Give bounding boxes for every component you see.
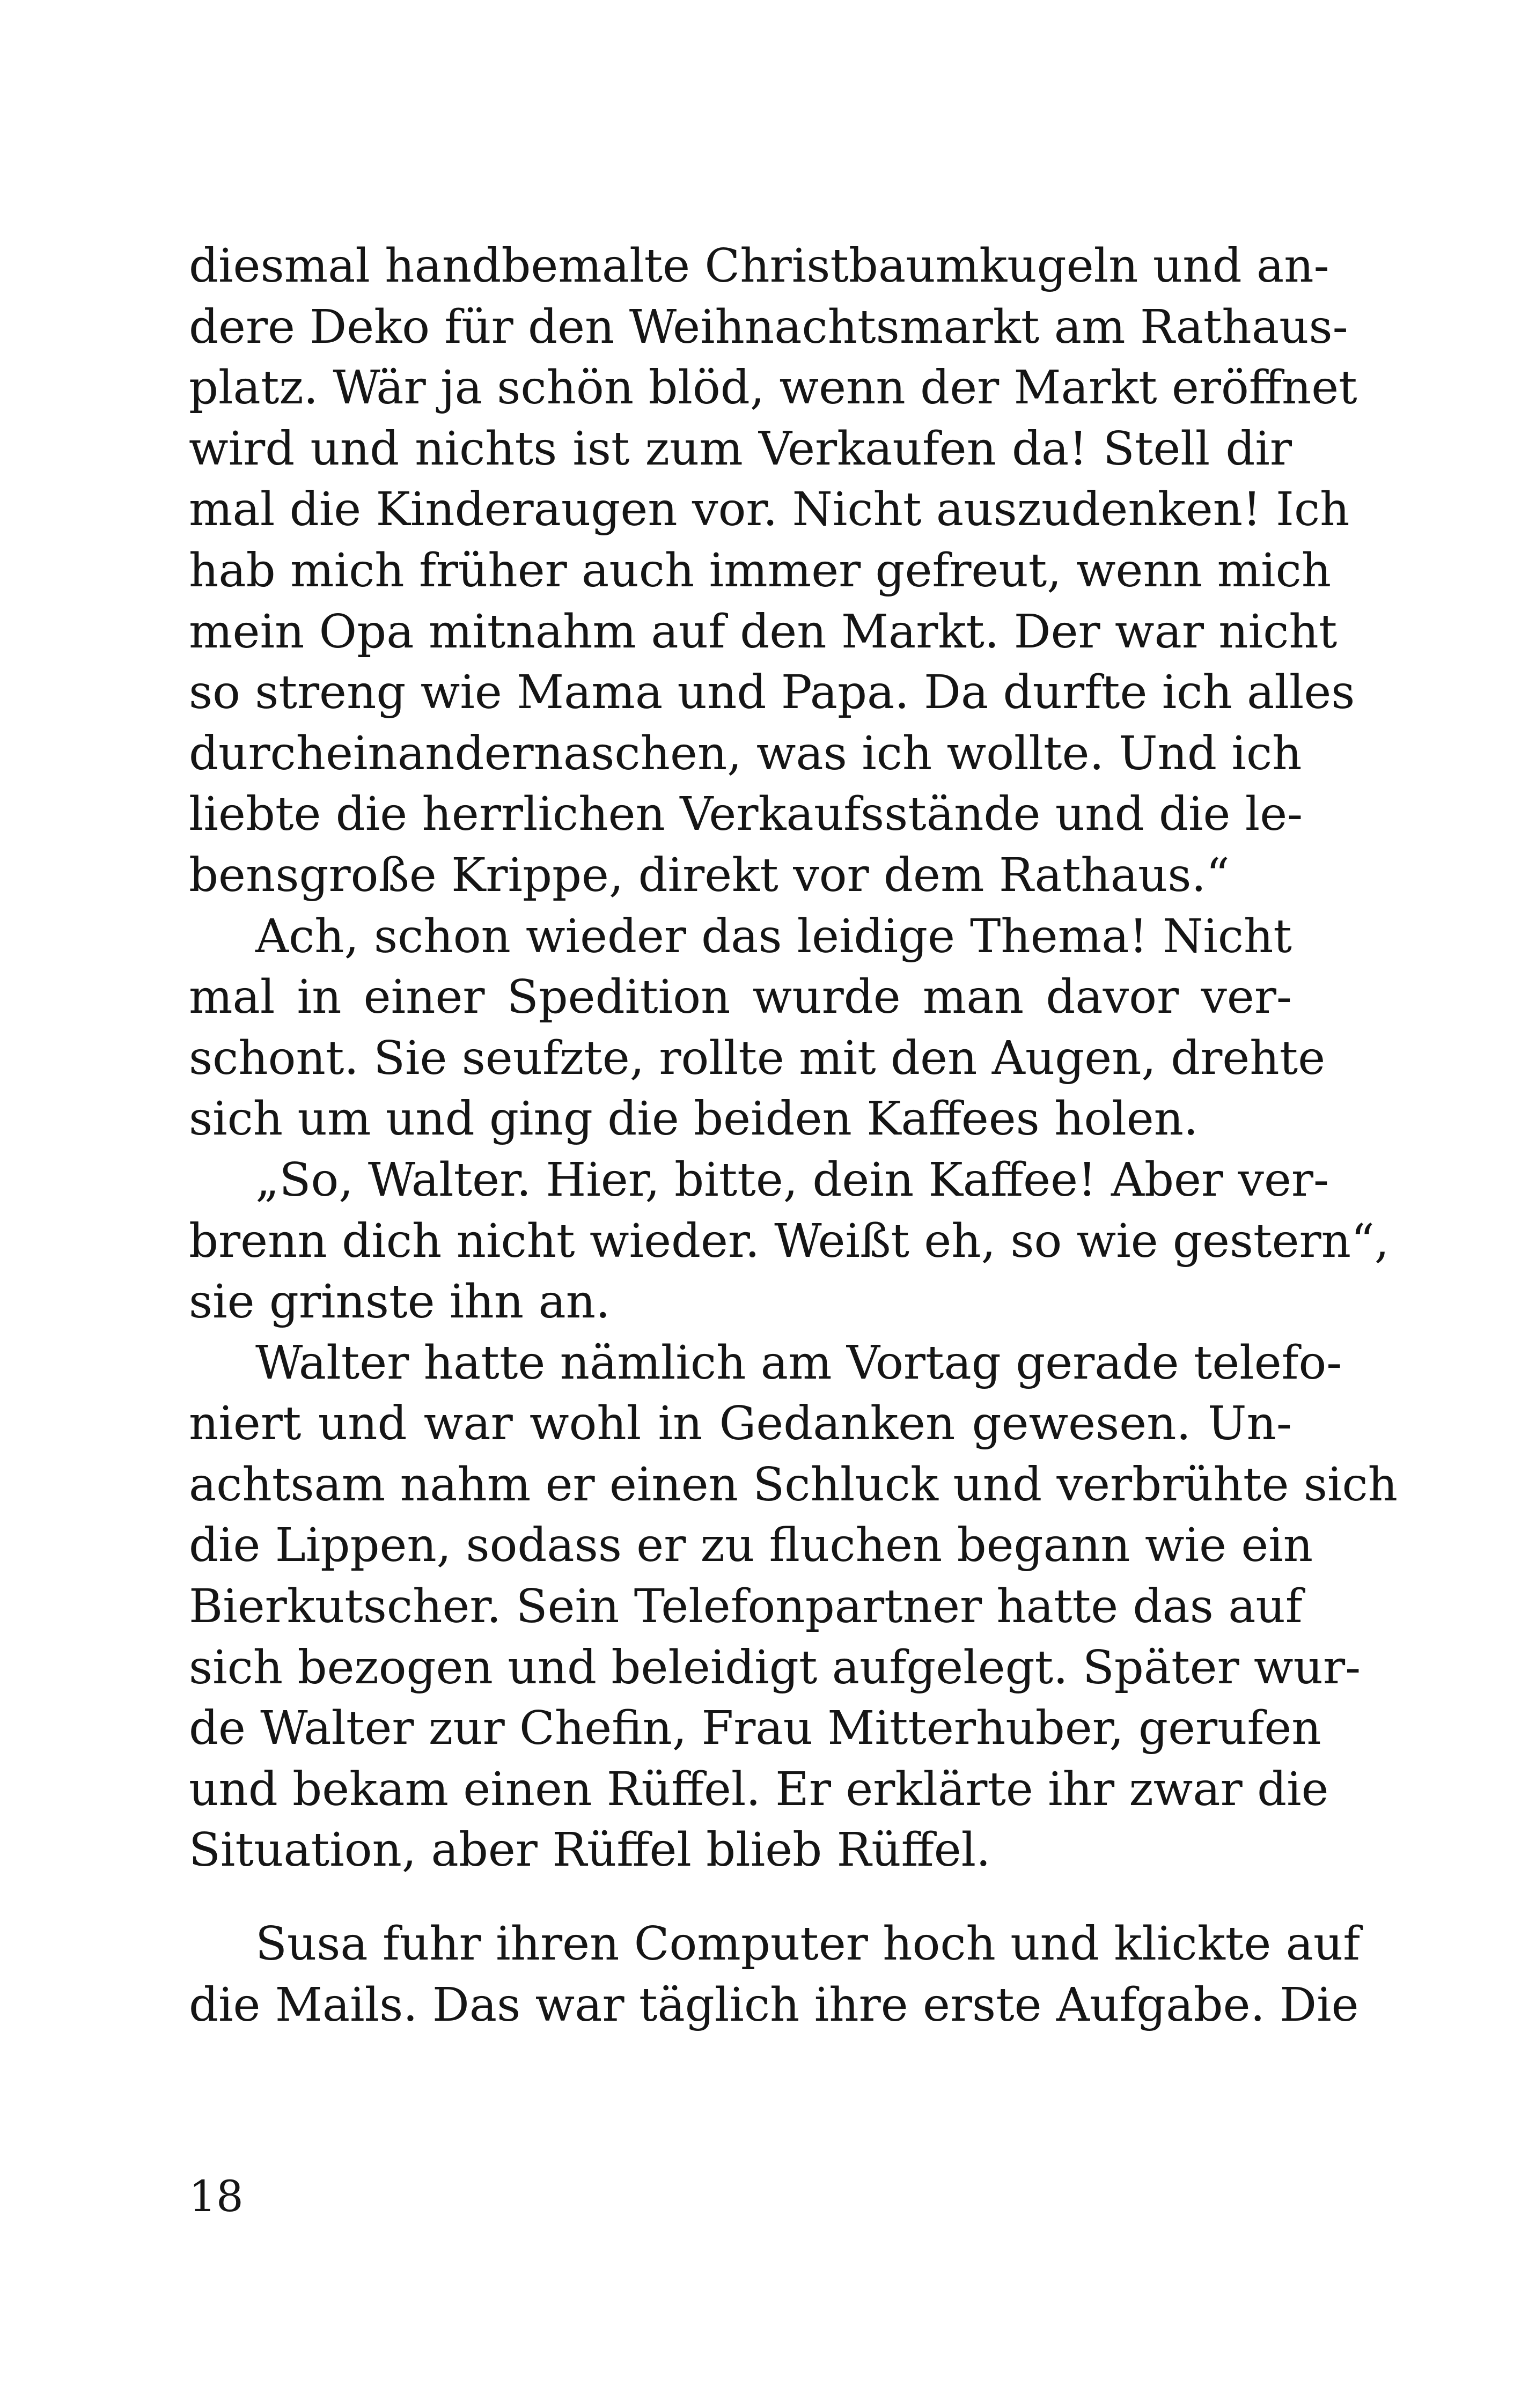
body-text-section-1 xyxy=(189,236,1398,1881)
text-line: Walter hatte nämlich am Vortag gerade telefo- xyxy=(255,1336,1342,1390)
text-line: mal in einer Spedition wurde man davor ver- xyxy=(189,970,1292,1025)
body-text-section-2 xyxy=(189,1914,1361,2036)
text-line: Ach, schon wieder das leidige Thema! Nicht xyxy=(255,909,1292,963)
text-line: sie grinste ihn an. xyxy=(189,1275,611,1329)
paragraph-2 xyxy=(189,907,1326,1150)
text-line: Situation, aber Rüffel blieb Rüffel. xyxy=(189,1823,991,1877)
text-line: niert und war wohl in Gedanken gewesen. Un- xyxy=(189,1397,1292,1451)
text-line: durcheinandernaschen, was ich wollte. Und ich xyxy=(189,726,1302,780)
text-line: so streng wie Mama und Papa. Da durfte ich alles xyxy=(189,666,1355,720)
paragraph-5 xyxy=(189,1914,1361,2036)
text-line: die Mails. Das war täglich ihre erste Aufgabe. Die xyxy=(189,1978,1359,2032)
text-line: dere Deko für den Weihnachtsmarkt am Rathaus- xyxy=(189,300,1348,354)
text-line: hab mich früher auch immer gefreut, wenn mich xyxy=(189,543,1332,598)
text-line: schont. Sie seufzte, rollte mit den Augen, drehte xyxy=(189,1031,1326,1085)
text-line: achtsam nahm er einen Schluck und verbrühte sich xyxy=(189,1457,1398,1512)
text-line: mein Opa mitnahm auf den Markt. Der war nicht xyxy=(189,605,1338,659)
paragraph-4 xyxy=(189,1333,1398,1881)
text-line: brenn dich nicht wieder. Weißt eh, so wie gestern“, xyxy=(189,1214,1390,1268)
page-number: 18 xyxy=(189,2171,244,2221)
text-line: mal die Kinderaugen vor. Nicht auszudenken! Ich xyxy=(189,483,1350,537)
paragraph-3 xyxy=(189,1150,1390,1333)
text-line: „So, Walter. Hier, bitte, dein Kaffee! Aber ver- xyxy=(255,1153,1329,1207)
text-line: de Walter zur Chefin, Frau Mitterhuber, gerufen xyxy=(189,1702,1321,1756)
text-line: sich bezogen und beleidigt aufgelegt. Später wur- xyxy=(189,1640,1361,1695)
text-line: Bierkutscher. Sein Telefonpartner hatte das auf xyxy=(189,1580,1303,1634)
text-line: und bekam einen Rüffel. Er erklärte ihr zwar die xyxy=(189,1762,1329,1816)
paragraph-1 xyxy=(189,236,1357,907)
text-line: diesmal handbemalte Christbaumkugeln und an- xyxy=(189,239,1329,293)
text-line: liebte die herrlichen Verkaufsstände und die le- xyxy=(189,787,1303,842)
text-line: wird und nichts ist zum Verkaufen da! Stell dir xyxy=(189,422,1292,476)
text-line: die Lippen, sodass er zu fluchen begann wie ein xyxy=(189,1519,1313,1573)
text-line: sich um und ging die beiden Kaffees holen. xyxy=(189,1092,1199,1146)
text-line: bensgroße Krippe, direkt vor dem Rathaus.“ xyxy=(189,848,1230,902)
text-line: Susa fuhr ihren Computer hoch und klickte auf xyxy=(255,1917,1361,1971)
text-line: platz. Wär ja schön blöd, wenn der Markt eröffnet xyxy=(189,361,1357,415)
